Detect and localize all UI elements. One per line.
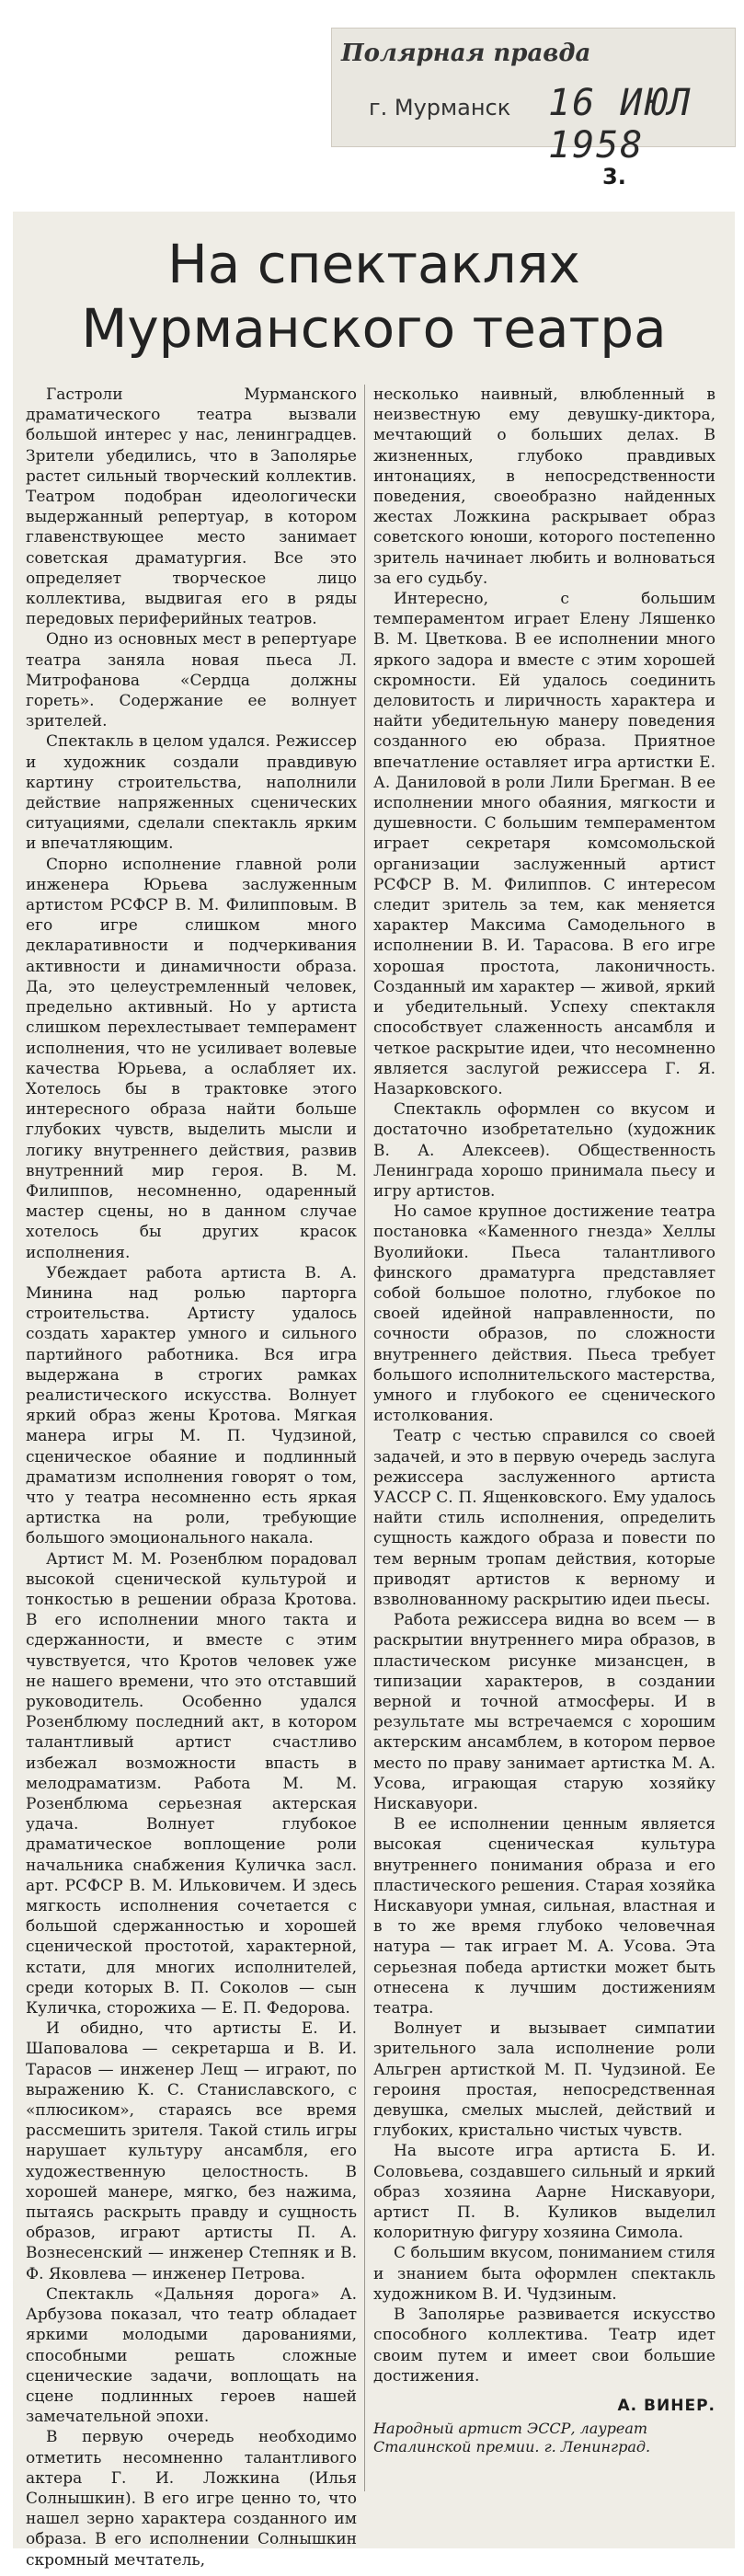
- paragraph: Работа режиссера видна во всем — в раскрытии внутреннего мира образов, в пластическом рисунке мизансцен, в типизации характеров, в создании верной и точной атмосферы. И в результате мы встречаемся с хорошим актерским ансамблем, в котором первое место по праву занимает артистка М. А. Усова, играющая старую хозяйку Нискавуори.: [373, 1611, 715, 1814]
- paragraph: Убеждает работа артиста В. А. Минина над ролью парторга строительства. Артисту удалось создать характер умного и сильного партийного работника. Вся игра выдержана в строгих рамках реалистического искусства. Волнует яркий образ жены Кротова. Мягкая манера игры М. П. Чудзиной, сценическое обаяние и подлинный драматизм исполнения говорят о том, что у театра несомненно есть яркая артистка на роли, требующие большого эмоционального накала.: [26, 1263, 357, 1548]
- paragraph: Артист М. М. Розенблюм порадовал высокой сценической культурой и тонкостью в решении образа Кротова. В его исполнении много такта и сдержанности, и вместе с этим чувствуется, что Кротов человек уже не нашего времени, что это отставший руководитель. Особенно удался Розенблюму последний акт, в котором талантливый артист счастливо избежал возможности впасть в мелодраматизм. Работа М. М. Розенблюма серьезная актерская удача. Волнует глубокое драматическое воплощение роли начальника снабжения Куличка засл. арт. РСФСР В. М. Ильковичем. И здесь мягкость исполнения сочетается с большой сдержанностью и хорошей сценической простотой, характерной, кстати, для многих исполнителей, среди которых В. П. Соколов — сын Куличка, сторожиха — Е. П. Федорова.: [26, 1549, 357, 2018]
- paragraph: несколько наивный, влюбленный в неизвестную ему девушку-диктора, мечтающий о больших делах. В жизненных, глубоко правдивых интонациях, в непосредственности поведения, своеобразно найденных жестах Ложкина раскрывает образ советского юноши, которого постепенно зритель начинает любить и волноваться за его судьбу.: [373, 385, 715, 588]
- article-column-1: [26, 385, 357, 2570]
- title-line-2: Мурманского театра: [81, 297, 667, 360]
- paragraph: В ее исполнении ценным является высокая сценическая культура внутреннего понимания образа и его пластического решения. Старая хозяйка Нискавуори умная, сильная, властная и в то же время глубоко человечная натура — так играет М. А. Усова. Эта серьезная победа артистки может быть отнесена к лучшим достижениям театра.: [373, 1815, 715, 2018]
- author-credentials: Народный артист ЭССР, лауреат Сталинской премии. г. Ленинград.: [373, 2420, 651, 2456]
- clipping-date: 16 ИЮЛ 1958: [548, 82, 692, 167]
- paragraph: Волнует и вызывает симпатии зрительного зала исполнение роли Альгрен артисткой М. П. Чудзиной. Ее героиня простая, непосредственная девушка, смелых мыслей, действий и глубоких, кристально чистых чувств.: [373, 2019, 715, 2141]
- paragraph: В первую очередь необходимо отметить несомненно талантливого актера Г. И. Ложкина (Илья Солнышкин). В его игре ценно то, что нашел зерно характера созданного им образа. В его исполнении Солнышкин скромный мечтатель,: [26, 2428, 357, 2570]
- title-line-1: На спектаклях: [167, 233, 580, 295]
- paragraph: Спорно исполнение главной роли инженера Юрьева заслуженным артистом РСФСР В. М. Филипповым. В его игре слишком много декларативности и подчеркивания активности и динамичности образа. Да, это целеустремленный человек, предельно активный. Но у артиста слишком перехлестывает темперамент исполнения, что не усиливает волевые качества Юрьева, а ослабляет их. Хотелось бы в трактовке этого интересного образа найти больше глубоких чувств, выделить мысли и логику внутреннего действия, развив внутренний мир героя. В. М. Филиппов, несомненно, одаренный мастер сцены, но в данном случае хотелось бы других красок исполнения.: [26, 855, 357, 1262]
- paragraph: И обидно, что артисты Е. И. Шаповалова — секретарша и В. И. Тарасов — инженер Лещ — играют, по выражению К. С. Станиславского, с «плюсиком», стараясь все время рассмешить зрителя. Такой стиль игры нарушает культуру ансамбля, его художественную целостность. В хорошей манере, мягко, без нажима, пытаясь раскрыть правду и сущность образов, играют артисты П. А. Вознесенский — инженер Степняк и В. Ф. Яковлева — инженер Петрова.: [26, 2019, 357, 2283]
- article-column-2: [373, 385, 715, 2456]
- paragraph: Спектакль в целом удался. Режиссер и художник создали правдивую картину строительства, наполнили действие напряженных сценических ситуациями, сделали спектакль ярким и впечатляющим.: [26, 732, 357, 854]
- article-title: [13, 232, 735, 361]
- paragraph: Спектакль оформлен со вкусом и достаточно изобретательно (художник В. А. Алексеев). Общественность Ленинграда хорошо принимала пьесу и игру артистов.: [373, 1100, 715, 1201]
- newspaper-name: Полярная правда: [341, 40, 591, 67]
- paragraph: Но самое крупное достижение театра постановка «Каменного гнезда» Хеллы Вуолийоки. Пьеса талантливого финского драматурга представляет собой большое полотно, глубокое по своей идейной направленности, по сочности образов, по сложности внутреннего действия. Пьеса требует большого исполнительского мастерства, умного и глубокого ее сценического истолкования.: [373, 1202, 715, 1426]
- column-divider: [364, 385, 365, 2491]
- author-signature: А. ВИНЕР.: [617, 2396, 715, 2415]
- paragraph: Гастроли Мурманского драматического театра вызвали большой интерес у нас, ленинградцев. Зрители убедились, что в Заполярье растет сильный творческий коллектив. Театром подобран идеологически выдержанный репертуар, в котором главенствующее место занимает советская драматургия. Все это определяет творческое лицо коллектива, выдвигая его в ряды передовых периферийных театров.: [26, 385, 357, 629]
- newspaper-stamp: [331, 28, 736, 167]
- page-number: 3.: [602, 164, 626, 190]
- newspaper-city: г. Мурманск: [369, 95, 511, 121]
- paragraph: Театр с честью справился со своей задачей, и это в первую очередь заслуга режиссера заслуженного артиста УАССР С. П. Ященковского. Ему удалось найти стиль исполнения, определить сущность каждого образа и повести по тем верным тропам действия, которые приводят артистов к верному и взволнованному раскрытию идеи пьесы.: [373, 1427, 715, 1609]
- paragraph: Спектакль «Дальняя дорога» А. Арбузова показал, что театр обладает яркими молодыми дарованиями, способными решать сложные сценические задачи, воплощать на сцене подлинных героев нашей замечательной эпохи.: [26, 2284, 357, 2427]
- paragraph: В Заполярье развивается искусство способного коллектива. Театр идет своим путем и имеет свои большие достижения.: [373, 2306, 715, 2386]
- paragraph: На высоте игра артиста Б. И. Соловьева, создавшего сильный и яркий образ хозяина Аарне Нискавуори, артист П. В. Куликов выделил колоритную фигуру хозяина Симола.: [373, 2142, 715, 2243]
- paragraph: Одно из основных мест в репертуаре театра заняла новая пьеса Л. Митрофанова «Сердца должны гореть». Содержание ее волнует зрителей.: [26, 630, 357, 731]
- paragraph: С большим вкусом, пониманием стиля и знанием быта оформлен спектакль художником В. И. Чудзиным.: [373, 2244, 715, 2304]
- paragraph: Интересно, с большим темпераментом играет Елену Ляшенко В. М. Цветкова. В ее исполнении много яркого задора и вместе с этим хорошей скромности. Ей удалось соединить деловитость и лиричность характера и найти убедительную манеру поведения созданного ею образа. Приятное впечатление оставляет игра артистки Е. А. Даниловой в роли Лили Брегман. В ее исполнении много обаяния, мягкости и душевности. С большим темпераментом играет секретаря комсомольской организации заслуженный артист РСФСР В. М. Филиппов. С интересом следит зритель за тем, как меняется характер Максима Самодельного в исполнении В. И. Тарасова. В его игре хорошая простота, лаконичность. Созданный им характер — живой, яркий и убедительный. Успеху спектакля способствует слаженность ансамбля и четкое раскрытие идеи, что несомненно является заслугой режиссера Г. Я. Назарковского.: [373, 590, 715, 1098]
